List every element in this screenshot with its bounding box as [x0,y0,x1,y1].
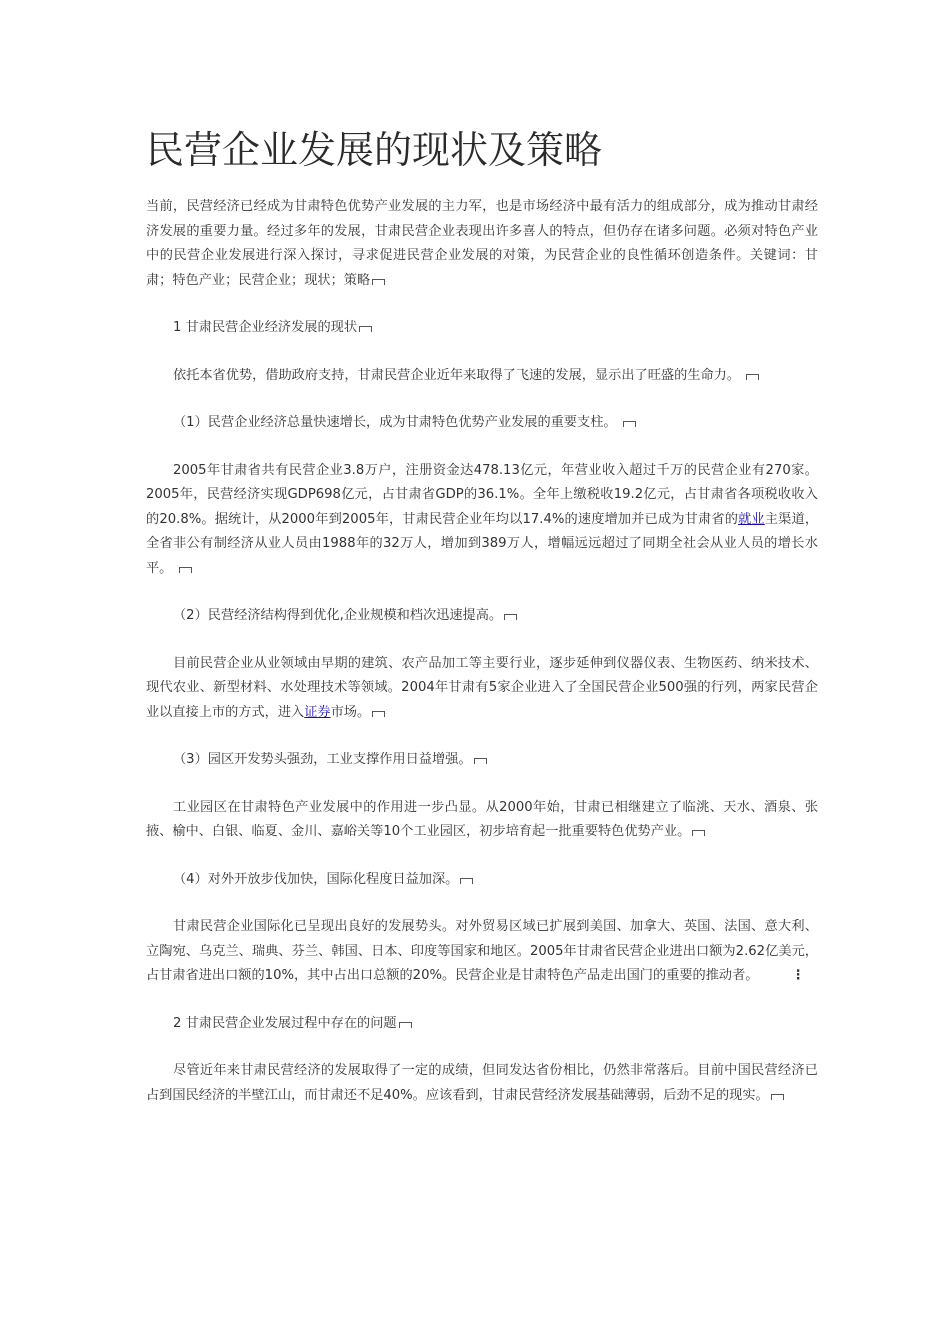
subheading-3 [146,748,818,773]
subheading-3-text: （3）园区开发势头强劲，工业支撑作用日益增强。 [173,752,472,767]
subheading-4 [146,868,818,893]
section-heading-2-text: 2 甘肃民营企业发展过程中存在的问题 [173,1015,397,1031]
section-heading-2 [146,1012,818,1037]
abstract-text: 当前，民营经济已经成为甘肃特色优势产业发展的主力军，也是市场经济中最有活力的组成部分，成为推动甘肃经济发展的重要力量。经过多年的发展，甘肃民营企业表现出许多喜人的特点，但仍存在诸多问题。必须对特色产业中的民营企业发展进行深入探讨，寻求促进民营企业发展的对策，为民营企业的良性循环创造条件。关键词：甘肃；特色产业；民营企业；现状；策略 [146,199,818,288]
section-heading-1-text: 1 甘肃民营企业经济发展的现状 [173,320,358,335]
abstract-paragraph [146,195,818,293]
securities-link[interactable]: 证券 [304,704,331,720]
problems-text: 尽管近年来甘肃民营经济的发展取得了一定的成绩，但同发达省份相比，仍然非常落后。目前中国民营经济已占到国民经济的半壁江山，而甘肃还不足40%。应该看到，甘肃民营经济发展基础薄弱，后劲不足的现实。 [146,1063,818,1103]
paragraph-mark-icon [474,758,487,764]
vertical-dots-mark: ⋮ [791,968,805,983]
paragraph-mark-icon [359,326,372,332]
stats-text-b: 主渠道，全省非公有制经济从业人员由1988年的32万人，增加到389万人，增幅远远超过了同期全社会从业人员的增长水平。 [146,511,819,576]
intro-paragraph [146,364,818,389]
paragraph-mark-icon [746,374,759,380]
paragraph-mark-icon [372,279,385,285]
document-title: 民营企业发展的现状及策略 [146,128,603,172]
paragraph-mark-icon [399,1022,412,1028]
paragraph-mark-icon [771,1094,784,1100]
subheading-1-text: （1）民营企业经济总量快速增长，成为甘肃特色优势产业发展的重要支柱。 [173,415,617,430]
stats-text-a: 2005年甘肃省共有民营企业3.8万户，注册资金达478.13亿元，年营业收入超过千万的民营企业有270家。2005年，民营经济实现GDP698亿元，占甘肃省GDP的36.1%。全年上缴税收19.2亿元，占甘肃省各项税收收入的20.8%。据统计，从2000年到2005年，甘肃民营企业年均以17.4%的速度增加并已成为甘肃省的 [146,462,818,527]
problems-paragraph [146,1059,818,1108]
international-text: 甘肃民营企业国际化已呈现出良好的发展势头。对外贸易区域已扩展到美国、加拿大、英国、法国、意大利、立陶宛、乌克兰、瑞典、芬兰、韩国、日本、印度等国家和地区。2005年甘肃省民营企业进出口额为2.62亿美元，占甘肃省进出口额的10%，其中占出口总额的20%。民营企业是甘肃特色产品走出国门的重要的推动者。 [146,919,818,983]
paragraph-mark-icon [372,711,385,717]
stats-paragraph [146,459,818,582]
international-paragraph [146,915,818,989]
industrial-park-text: 工业园区在甘肃特色产业发展中的作用进一步凸显。从2000年始，甘肃已相继建立了临洮、天水、酒泉、张掖、榆中、白银、临夏、金川、嘉峪关等10个工业园区，初步培育起一批重要特色优势产业。 [146,799,818,839]
structure-text-a: 目前民营企业从业领域由早期的建筑、农产品加工等主要行业，逐步延伸到仪器仪表、生物医药、纳米技术、现代农业、新型材料、水处理技术等领域。2004年甘肃有5家企业进入了全国民营企业500强的行列，两家民营企业以直接上市的方式，进入 [146,655,818,720]
paragraph-mark-icon [692,830,705,836]
subheading-1 [146,411,818,436]
subheading-4-text: （4）对外开放步伐加快，国际化程度日益加深。 [173,871,459,887]
subheading-2-text: （2）民营经济结构得到优化,企业规模和档次迅速提高。 [173,608,503,623]
subheading-2 [146,604,818,629]
industrial-park-paragraph [146,796,818,845]
document-page [146,122,818,1131]
paragraph-mark-icon [623,421,636,427]
employment-link[interactable]: 就业 [738,511,765,527]
section-heading-1 [146,316,818,341]
intro-text: 依托本省优势，借助政府支持，甘肃民营企业近年来取得了飞速的发展，显示出了旺盛的生命力。 [173,367,741,383]
structure-text-b: 市场。 [330,704,371,720]
paragraph-mark-icon [504,614,517,620]
structure-paragraph [146,652,818,726]
paragraph-mark-icon [460,878,473,884]
paragraph-mark-icon [179,567,192,573]
